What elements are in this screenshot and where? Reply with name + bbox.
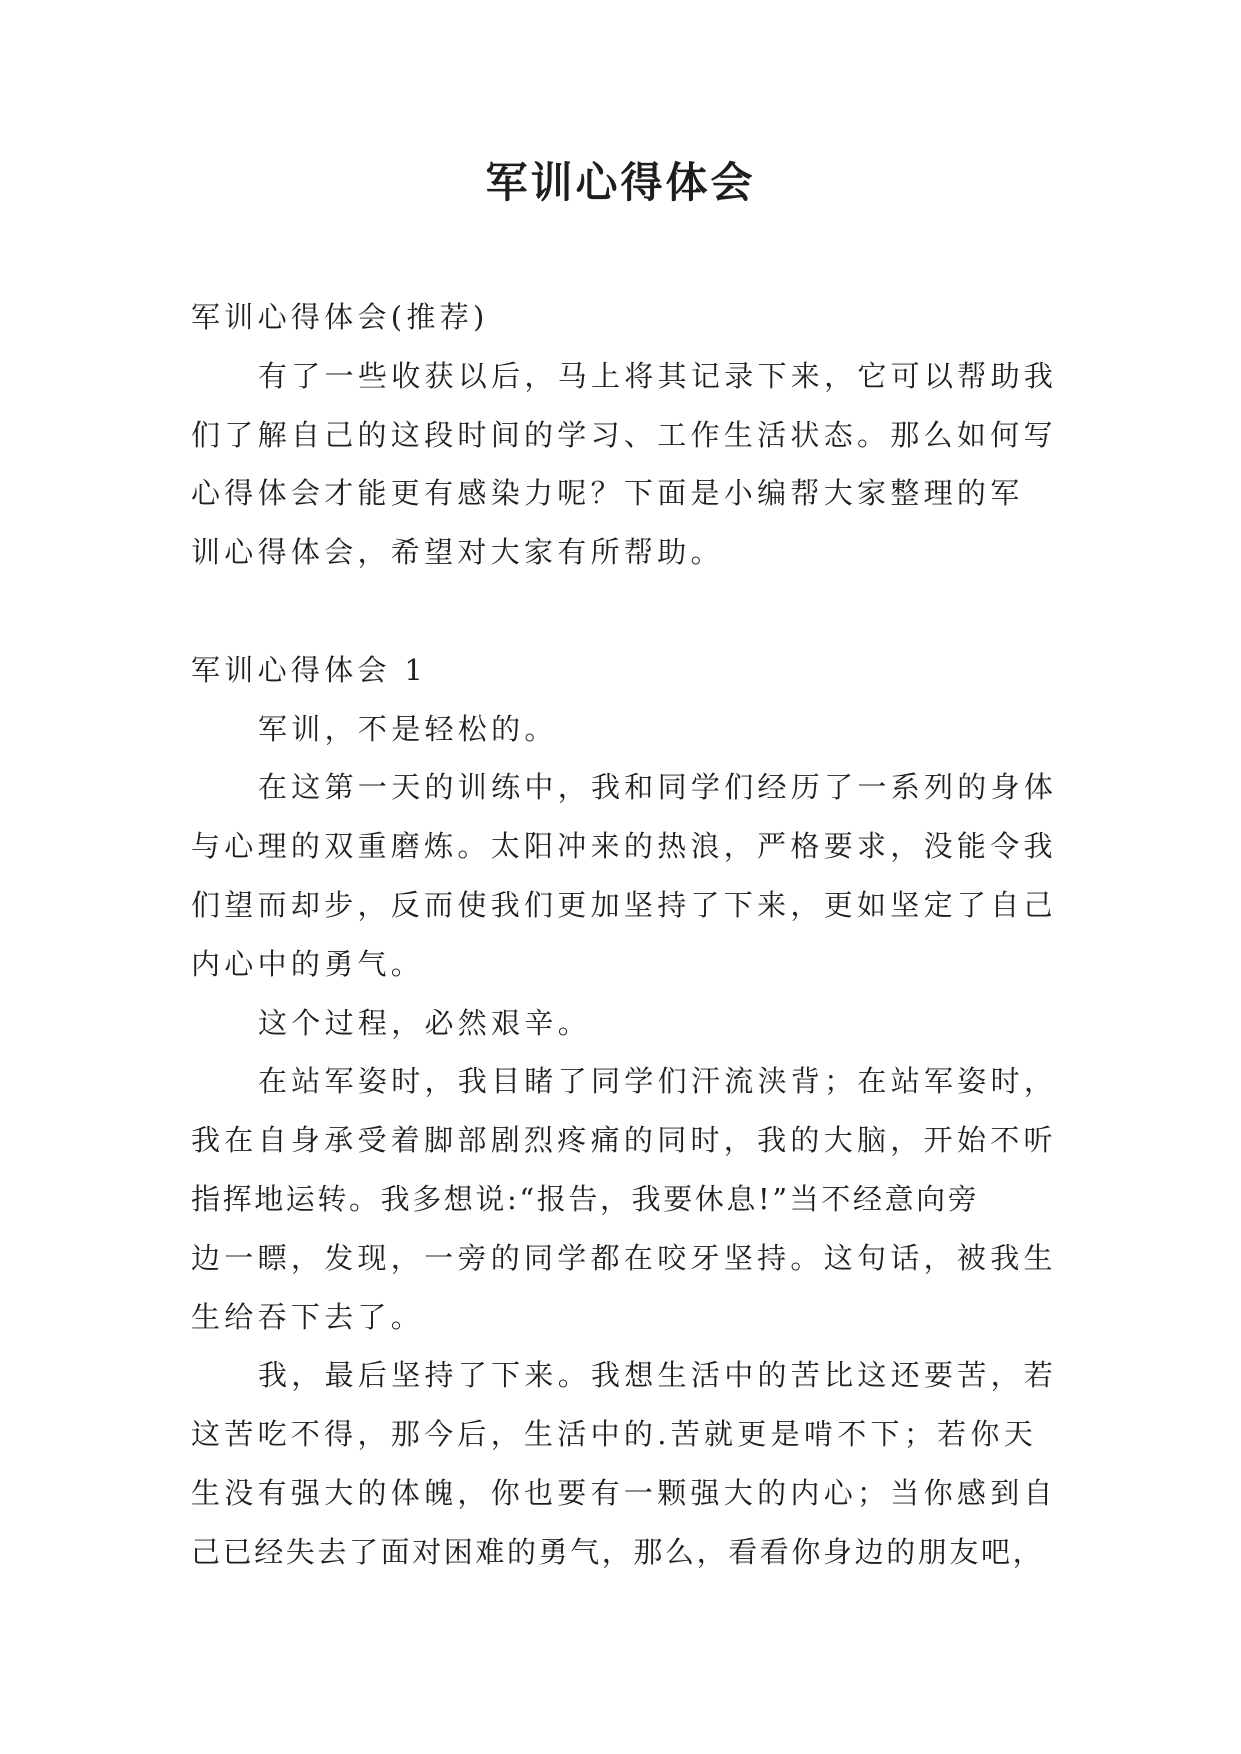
document-title: 军训心得体会 (485, 158, 756, 207)
paragraph-line: 军训，不是轻松的。 (258, 711, 558, 746)
paragraph-line: 生给吞下去了。 (191, 1299, 425, 1334)
paragraph-line: 这苦吃不得，那今后，生活中的.苦就更是啃不下；若你天 (191, 1417, 1038, 1452)
paragraph (191, 758, 1111, 993)
paragraph-line: 我在自身承受着脚部剧烈疼痛的同时，我的大脑，开始不听 (191, 1123, 1057, 1158)
blank-line (191, 582, 1111, 641)
paragraph-line: 们了解自己的这段时间的学习、工作生活状态。那么如何写 (191, 417, 1057, 452)
intro-section (191, 288, 1111, 582)
paragraph-line: 训心得体会，希望对大家有所帮助。 (191, 535, 724, 570)
paragraph (191, 1346, 1111, 1581)
paragraph-line: 心得体会才能更有感染力呢？下面是小编帮大家整理的军 (191, 476, 1024, 511)
paragraph-line: 与心理的双重磨炼。太阳冲来的热浪，严格要求，没能令我 (191, 829, 1057, 864)
section-1 (191, 641, 1111, 1582)
intro-heading: 军训心得体会(推荐) (191, 300, 489, 334)
paragraph-line: 们望而却步，反而使我们更加坚持了下来，更如坚定了自己 (191, 887, 1057, 922)
paragraph-line: 边一瞟，发现，一旁的同学都在咬牙坚持。这句话，被我生 (191, 1240, 1057, 1275)
paragraph (191, 994, 1111, 1053)
section-heading: 军训心得体会 1 (191, 652, 428, 687)
paragraph (191, 1052, 1111, 1346)
paragraph-line: 内心中的勇气。 (191, 946, 425, 981)
paragraph-line: 己已经失去了面对困难的勇气，那么，看看你身边的朋友吧， (191, 1534, 1045, 1569)
paragraph-line: 这个过程，必然艰辛。 (258, 1005, 592, 1040)
document-body (191, 288, 1111, 1582)
paragraph-line: 在站军姿时，我目睹了同学们汗流浃背；在站军姿时， (258, 1064, 1058, 1099)
paragraph (191, 700, 1111, 759)
paragraph-line: 生没有强大的体魄，你也要有一颗强大的内心；当你感到自 (191, 1475, 1057, 1510)
paragraph-line: 在这第一天的训练中，我和同学们经历了一系列的身体 (258, 770, 1058, 805)
paragraph-line: 有了一些收获以后，马上将其记录下来，它可以帮助我 (258, 358, 1058, 393)
paragraph-line: 指挥地运转。我多想说:“报告，我要休息!”当不经意向旁 (191, 1181, 980, 1216)
paragraph (191, 347, 1111, 582)
paragraph-line: 我，最后坚持了下来。我想生活中的苦比这还要苦，若 (258, 1358, 1058, 1393)
